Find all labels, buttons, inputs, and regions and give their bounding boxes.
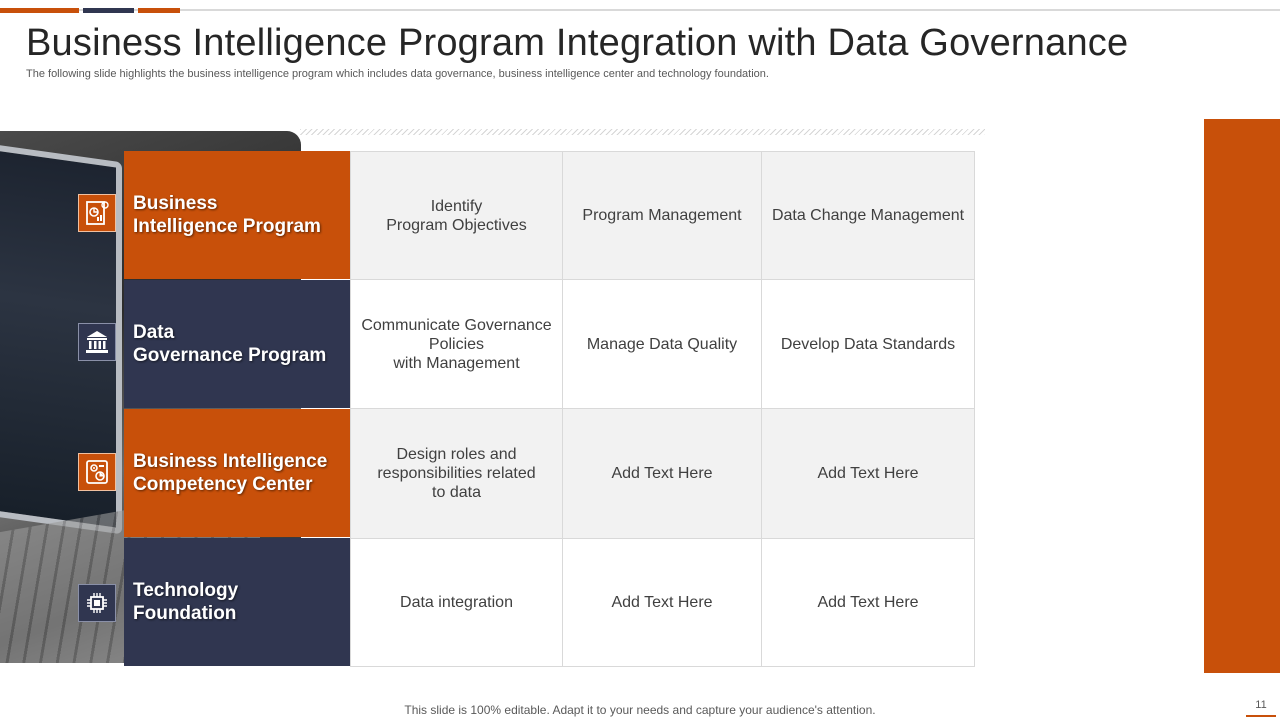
top-divider-line	[0, 9, 1280, 11]
page-number-underline	[1246, 715, 1276, 717]
cell-r3-c1: Design roles and responsibilities related to data	[350, 408, 563, 539]
cell-r4-c1: Data integration	[350, 538, 563, 667]
accent-bar-orange-small	[138, 8, 180, 13]
page-subtitle: The following slide highlights the business intelligence program which includes data governance, business intelligence center and technology foundation.	[26, 68, 769, 80]
row-label: Business Intelligence Program	[133, 193, 321, 237]
row-header-data-governance-program	[124, 280, 350, 408]
row-label: Data Governance Program	[133, 322, 327, 366]
row-header-business-intelligence-program	[124, 151, 350, 279]
cell-r2-c3: Develop Data Standards	[761, 279, 975, 409]
cell-r4-c2: Add Text Here	[562, 538, 762, 667]
page-number: 11	[1255, 699, 1267, 711]
cell-r2-c2: Manage Data Quality	[562, 279, 762, 409]
government-building-icon	[78, 323, 116, 361]
accent-bar-navy	[83, 8, 134, 13]
hatched-divider	[300, 129, 985, 135]
right-accent-panel	[1204, 119, 1280, 673]
cell-r2-c1: Communicate Governance Policies with Management	[350, 279, 563, 409]
accent-bar-orange	[0, 8, 79, 13]
cell-r4-c3: Add Text Here	[761, 538, 975, 667]
row-label: Technology Foundation	[133, 580, 239, 624]
page-title: Business Intelligence Program Integration with Data Governance	[26, 22, 1129, 64]
cell-r3-c3: Add Text Here	[761, 408, 975, 539]
analytics-gear-icon	[78, 453, 116, 491]
cell-r1-c2: Program Management	[562, 151, 762, 280]
cell-r1-c1: Identify Program Objectives	[350, 151, 563, 280]
row-header-technology-foundation	[124, 538, 350, 666]
row-header-bi-competency-center	[124, 409, 350, 537]
cell-r1-c3: Data Change Management	[761, 151, 975, 280]
cpu-chip-icon	[78, 584, 116, 622]
row-label: Business Intelligence Competency Center	[133, 451, 328, 495]
cell-r3-c2: Add Text Here	[562, 408, 762, 539]
footer-note: This slide is 100% editable. Adapt it to your needs and capture your audience's attention.	[404, 703, 876, 717]
report-chart-icon	[78, 194, 116, 232]
